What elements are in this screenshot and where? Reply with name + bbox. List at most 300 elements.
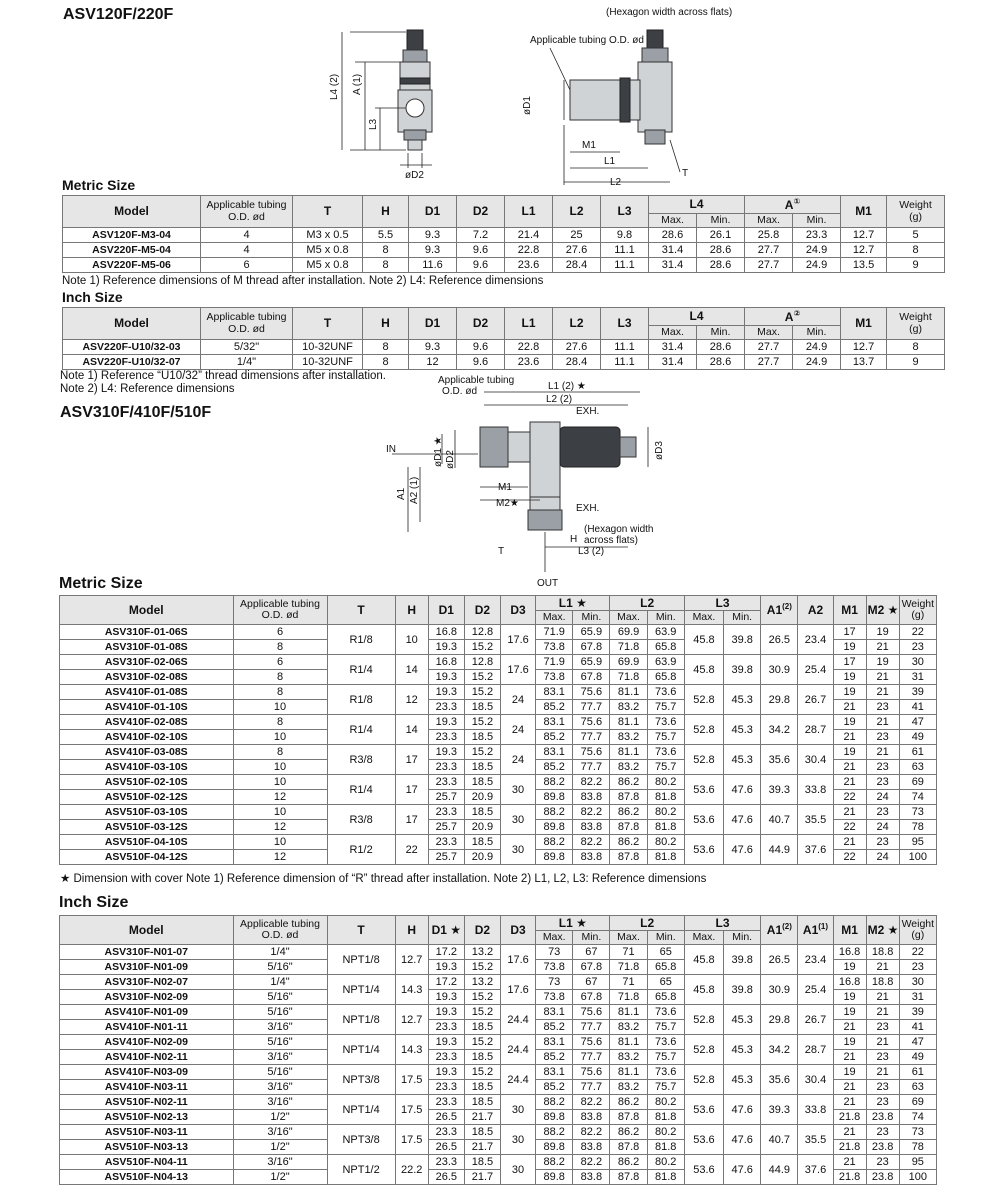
l3-min-cell: 39.8 (724, 975, 761, 1005)
col-a-max: Max. (745, 214, 793, 228)
table-cell: 23.6 (505, 355, 553, 370)
h-cell: 17 (395, 775, 428, 805)
weight-cell: 41 (899, 1020, 936, 1035)
table-cell: 24.9 (793, 340, 841, 355)
table-row (60, 625, 937, 640)
col-a2: A2 (798, 596, 833, 625)
dim-od1-label: øD1 ★ (433, 436, 444, 467)
l1-min-cell: 82.2 (573, 835, 610, 850)
table-cell: 28.6 (697, 243, 745, 258)
col-a: A② (745, 308, 841, 326)
tubing-cell: 5/16" (233, 1065, 327, 1080)
l1-min-cell: 67 (573, 975, 610, 990)
l3-max-cell: 53.6 (684, 1125, 723, 1155)
table-cell: 5.5 (363, 228, 409, 243)
d1-cell: 26.5 (428, 1110, 464, 1125)
thread-cell: NPT1/8 (327, 1005, 395, 1035)
table-cell: 5/32" (201, 340, 293, 355)
l2-max-cell: 69.9 (610, 625, 647, 640)
table-cell: 9.6 (457, 258, 505, 273)
d3-cell: 24 (501, 745, 536, 775)
a2-cell: 23.4 (798, 945, 833, 975)
a1-cell: 34.2 (761, 1035, 798, 1065)
l1-min-cell: 67.8 (573, 670, 610, 685)
a1-cell: 29.8 (761, 1005, 798, 1035)
l1-min-cell: 75.6 (573, 685, 610, 700)
l2-max-cell: 71 (610, 945, 647, 960)
table-row (60, 1125, 937, 1140)
table-cell: 28.6 (697, 355, 745, 370)
col-d1: D1 (428, 596, 464, 625)
l1-max-cell: 85.2 (536, 1050, 573, 1065)
a1-cell: 26.5 (761, 625, 798, 655)
m2-cell: 23 (866, 700, 899, 715)
model-cell: ASV410F-N03-11 (60, 1080, 234, 1095)
l2-max-cell: 83.2 (610, 1020, 647, 1035)
m1-cell: 21 (833, 760, 866, 775)
l3-min-cell: 47.6 (724, 1155, 761, 1185)
l2-min-cell: 75.7 (647, 700, 684, 715)
l2-min-cell: 63.9 (647, 655, 684, 670)
d1-cell: 19.3 (428, 1035, 464, 1050)
table-cell: 27.7 (745, 258, 793, 273)
l2-min-cell: 75.7 (647, 1050, 684, 1065)
col-t: T (293, 308, 363, 340)
col-weight: Weight (g) (899, 916, 936, 945)
h-cell: 14 (395, 715, 428, 745)
h-cell: 10 (395, 625, 428, 655)
d1-cell: 17.2 (428, 975, 464, 990)
weight-cell: 73 (899, 805, 936, 820)
table-cell: M3 x 0.5 (293, 228, 363, 243)
hex-label: (Hexagon width (584, 524, 654, 535)
table-cell: 12.7 (841, 340, 887, 355)
l2-min-cell: 80.2 (647, 1155, 684, 1170)
table-cell: 8 (363, 258, 409, 273)
tubing-cell: 10 (233, 835, 327, 850)
l1-max-cell: 85.2 (536, 760, 573, 775)
model-cell: ASV410F-01-10S (60, 700, 234, 715)
d2-cell: 20.9 (464, 850, 500, 865)
table-cell: 11.1 (601, 258, 649, 273)
m2-cell: 23 (866, 1050, 899, 1065)
l1-min-cell: 83.8 (573, 1140, 610, 1155)
l2-min-cell: 75.7 (647, 730, 684, 745)
weight-cell: 100 (899, 1170, 936, 1185)
exh-top-label: EXH. (576, 406, 600, 417)
d1-cell: 19.3 (428, 715, 464, 730)
l2-min-cell: 65.8 (647, 670, 684, 685)
l1-min-cell: 75.6 (573, 745, 610, 760)
l1-max-cell: 83.1 (536, 1065, 573, 1080)
m2-cell: 21 (866, 1035, 899, 1050)
m2-cell: 21 (866, 960, 899, 975)
a2-cell: 33.8 (798, 775, 833, 805)
l3-min-cell: 45.3 (724, 745, 761, 775)
weight-cell: 73 (899, 1125, 936, 1140)
thread-cell: R1/8 (327, 685, 395, 715)
asv310f-drawing (380, 372, 680, 590)
metric-note-2: ★ Dimension with cover Note 1) Reference dimension of “R” thread after installation. Note 2) L1, L2, L3: Reference dimensions (60, 873, 707, 885)
col-l1-min: Min. (573, 611, 610, 625)
metric-size-heading-1: Metric Size (62, 177, 136, 193)
model-cell: ASV510F-N04-11 (60, 1155, 234, 1170)
a2-cell: 26.7 (798, 1005, 833, 1035)
l2-max-cell: 71.8 (610, 960, 647, 975)
asv120f-front-drawing (320, 20, 460, 185)
d2-cell: 18.5 (464, 805, 500, 820)
tubing-cell: 1/2" (233, 1110, 327, 1125)
col-l3: L3 (684, 596, 760, 611)
weight-cell: 39 (899, 685, 936, 700)
table-cell: 27.6 (553, 243, 601, 258)
m1-cell: 19 (833, 1035, 866, 1050)
m2-cell: 21 (866, 640, 899, 655)
d1-cell: 23.3 (428, 1095, 464, 1110)
model-cell: ASV410F-02-08S (60, 715, 234, 730)
weight-cell: 49 (899, 730, 936, 745)
table-cell: 12.7 (841, 243, 887, 258)
col-l1-max: Max. (536, 931, 573, 945)
d1-cell: 17.2 (428, 945, 464, 960)
l1-max-cell: 88.2 (536, 805, 573, 820)
h-cell: 17 (395, 805, 428, 835)
col-l3-min: Min. (724, 611, 761, 625)
inch-note-1: Note 1) Reference “U10/32” thread dimensions after installation. (60, 370, 387, 382)
l2-max-cell: 83.2 (610, 760, 647, 775)
l2-min-cell: 73.6 (647, 1065, 684, 1080)
l3-min-cell: 45.3 (724, 685, 761, 715)
l2-min-cell: 73.6 (647, 1035, 684, 1050)
col-d2: D2 (457, 308, 505, 340)
tubing-cell: 3/16" (233, 1020, 327, 1035)
model-cell: ASV220F-M5-06 (63, 258, 201, 273)
table-cell: 13.7 (841, 355, 887, 370)
l2-min-cell: 81.8 (647, 1110, 684, 1125)
m1-cell: 19 (833, 745, 866, 760)
model-cell: ASV510F-N02-11 (60, 1095, 234, 1110)
l1-min-cell: 83.8 (573, 820, 610, 835)
table-cell: 22.8 (505, 243, 553, 258)
tubing-od-label: Applicable tubing O.D. ød (530, 35, 644, 46)
thread-cell: NPT3/8 (327, 1065, 395, 1095)
tubing-cell: 3/16" (233, 1155, 327, 1170)
tubing-cell: 1/4" (233, 945, 327, 960)
d1-cell: 26.5 (428, 1170, 464, 1185)
l1-max-cell: 83.1 (536, 745, 573, 760)
l1-max-cell: 88.2 (536, 775, 573, 790)
col-model: Model (63, 196, 201, 228)
l3-min-cell: 45.3 (724, 1035, 761, 1065)
d2-cell: 18.5 (464, 700, 500, 715)
col-h: H (395, 596, 428, 625)
d2-cell: 12.8 (464, 655, 500, 670)
l2-min-cell: 80.2 (647, 1095, 684, 1110)
model-cell: ASV510F-04-12S (60, 850, 234, 865)
col-l3-max: Max. (684, 931, 723, 945)
col-m1: M1 (833, 916, 866, 945)
table-cell: 9.8 (601, 228, 649, 243)
l2-max-cell: 81.1 (610, 1035, 647, 1050)
l2-max-cell: 83.2 (610, 1050, 647, 1065)
col-d2: D2 (464, 916, 500, 945)
m2-cell: 21 (866, 990, 899, 1005)
table-cell: 25 (553, 228, 601, 243)
table-cell: 11.1 (601, 243, 649, 258)
col-a: A① (745, 196, 841, 214)
m2-cell: 24 (866, 850, 899, 865)
m2-cell: 21 (866, 745, 899, 760)
dim-t-label: T (682, 168, 689, 179)
col-l3-min: Min. (724, 931, 761, 945)
m1-cell: 21 (833, 1080, 866, 1095)
metric-note-1: Note 1) Reference dimensions of M thread after installation. Note 2) L4: Reference dimensions (62, 275, 544, 287)
dim-od2-label: øD2 (405, 170, 424, 181)
m2-cell: 23 (866, 1020, 899, 1035)
table-row (63, 340, 945, 355)
table-cell: 1/4" (201, 355, 293, 370)
l1-min-cell: 83.8 (573, 850, 610, 865)
inch-size-heading-2: Inch Size (59, 894, 129, 911)
model-cell: ASV410F-03-10S (60, 760, 234, 775)
thread-cell: NPT3/8 (327, 1125, 395, 1155)
table-cell: 9 (887, 355, 945, 370)
m2-cell: 23.8 (866, 1140, 899, 1155)
table-cell: 8 (887, 243, 945, 258)
tubing-cell: 5/16" (233, 960, 327, 975)
weight-cell: 69 (899, 1095, 936, 1110)
l3-min-cell: 47.6 (724, 805, 761, 835)
tubing-cell: 10 (233, 700, 327, 715)
l1-min-cell: 65.9 (573, 655, 610, 670)
dim-m1-label: M1 (582, 140, 596, 151)
dim-l2-label: L2 (2) (546, 394, 573, 405)
m2-cell: 23.8 (866, 1110, 899, 1125)
table-cell: 27.7 (745, 243, 793, 258)
m1-cell: 21 (833, 1020, 866, 1035)
col-d1: D1 ★ (428, 916, 464, 945)
table-cell: 31.4 (649, 258, 697, 273)
d2-cell: 20.9 (464, 820, 500, 835)
m1-cell: 19 (833, 685, 866, 700)
m2-cell: 23 (866, 805, 899, 820)
thread-cell: NPT1/2 (327, 1155, 395, 1185)
weight-cell: 74 (899, 1110, 936, 1125)
weight-cell: 49 (899, 1050, 936, 1065)
dim-h-label: H (570, 534, 578, 545)
weight-cell: 30 (899, 655, 936, 670)
model-cell: ASV410F-01-08S (60, 685, 234, 700)
l1-max-cell: 88.2 (536, 835, 573, 850)
l1-min-cell: 67 (573, 945, 610, 960)
table-cell: 28.6 (649, 228, 697, 243)
col-l1: L1 ★ (536, 596, 610, 611)
asv120f-metric-table (62, 195, 945, 273)
model-cell: ASV410F-03-08S (60, 745, 234, 760)
m2-cell: 19 (866, 625, 899, 640)
section-title-asv120f: ASV120F/220F (63, 6, 174, 23)
tubing-cell: 5/16" (233, 990, 327, 1005)
dim-m2-label: M2★ (496, 498, 519, 509)
d2-cell: 21.7 (464, 1140, 500, 1155)
l1-max-cell: 71.9 (536, 625, 573, 640)
m2-cell: 23 (866, 760, 899, 775)
m1-cell: 16.8 (833, 945, 866, 960)
d2-cell: 18.5 (464, 835, 500, 850)
table-cell: M5 x 0.8 (293, 258, 363, 273)
col-a1: A1$^{(2)}$ (761, 916, 798, 945)
table-cell: 24.9 (793, 258, 841, 273)
col-tubing: Applicable tubing O.D. ød (201, 196, 293, 228)
a2-cell: 25.4 (798, 655, 833, 685)
table-cell: 28.6 (697, 340, 745, 355)
m1-cell: 16.8 (833, 975, 866, 990)
col-tubing: Applicable tubing O.D. ød (233, 916, 327, 945)
l1-min-cell: 67.8 (573, 960, 610, 975)
col-l4-min: Min. (697, 214, 745, 228)
tubing-cell: 12 (233, 790, 327, 805)
col-model: Model (60, 596, 234, 625)
l2-max-cell: 87.8 (610, 820, 647, 835)
col-l1: L1 ★ (536, 916, 610, 931)
m2-cell: 21 (866, 715, 899, 730)
dim-l3-label: L3 (2) (578, 546, 605, 557)
table-row (60, 1065, 937, 1080)
d2-cell: 18.5 (464, 1020, 500, 1035)
l1-min-cell: 82.2 (573, 775, 610, 790)
model-cell: ASV510F-04-10S (60, 835, 234, 850)
table-cell: 4 (201, 243, 293, 258)
h-cell: 12.7 (395, 945, 428, 975)
col-l1-min: Min. (573, 931, 610, 945)
tubing-cell: 10 (233, 730, 327, 745)
l1-min-cell: 75.6 (573, 715, 610, 730)
model-cell: ASV510F-N04-13 (60, 1170, 234, 1185)
l3-min-cell: 39.8 (724, 655, 761, 685)
m2-cell: 23 (866, 835, 899, 850)
m2-cell: 23.8 (866, 1170, 899, 1185)
d1-cell: 23.3 (428, 700, 464, 715)
tubing-cell: 8 (233, 745, 327, 760)
h-cell: 12.7 (395, 1005, 428, 1035)
table-row (60, 975, 937, 990)
d3-cell: 30 (501, 835, 536, 865)
d2-cell: 18.5 (464, 1125, 500, 1140)
d1-cell: 19.3 (428, 990, 464, 1005)
h-cell: 22.2 (395, 1155, 428, 1185)
d1-cell: 23.3 (428, 1125, 464, 1140)
table-cell: 22.8 (505, 340, 553, 355)
l1-min-cell: 67.8 (573, 990, 610, 1005)
d1-cell: 23.3 (428, 835, 464, 850)
l3-max-cell: 52.8 (684, 745, 723, 775)
d2-cell: 15.2 (464, 1065, 500, 1080)
m2-cell: 24 (866, 820, 899, 835)
a1-cell: 26.5 (761, 945, 798, 975)
d2-cell: 15.2 (464, 1035, 500, 1050)
tubing-cell: 5/16" (233, 1005, 327, 1020)
tubing-cell: 3/16" (233, 1050, 327, 1065)
d2-cell: 15.2 (464, 670, 500, 685)
col-tubing: Applicable tubing O.D. ød (233, 596, 327, 625)
l2-max-cell: 81.1 (610, 715, 647, 730)
m2-cell: 21 (866, 685, 899, 700)
a2-cell: 30.4 (798, 745, 833, 775)
m2-cell: 21 (866, 1005, 899, 1020)
d1-cell: 25.7 (428, 790, 464, 805)
col-l2: L2 (610, 916, 684, 931)
l2-max-cell: 71.8 (610, 670, 647, 685)
col-a1b: A1$^{(1)}$ (798, 916, 833, 945)
model-cell: ASV510F-02-12S (60, 790, 234, 805)
model-cell: ASV310F-N01-09 (60, 960, 234, 975)
m1-cell: 22 (833, 820, 866, 835)
model-cell: ASV510F-03-10S (60, 805, 234, 820)
table-cell: 28.4 (553, 355, 601, 370)
dim-l1-label: L1 (2) ★ (548, 381, 586, 392)
h-cell: 17.5 (395, 1125, 428, 1155)
weight-cell: 39 (899, 1005, 936, 1020)
l2-min-cell: 73.6 (647, 745, 684, 760)
table-row (60, 745, 937, 760)
l2-min-cell: 81.8 (647, 1140, 684, 1155)
d3-cell: 24 (501, 715, 536, 745)
tubing-cell: 1/4" (233, 975, 327, 990)
l2-max-cell: 87.8 (610, 790, 647, 805)
col-l1: L1 (505, 308, 553, 340)
l2-max-cell: 83.2 (610, 700, 647, 715)
model-cell: ASV310F-01-08S (60, 640, 234, 655)
a1-cell: 34.2 (761, 715, 798, 745)
d3-cell: 30 (501, 1095, 536, 1125)
table-cell: 9.3 (409, 243, 457, 258)
l1-max-cell: 88.2 (536, 1125, 573, 1140)
table-cell: 9.3 (409, 228, 457, 243)
table-row (60, 655, 937, 670)
a1-cell: 35.6 (761, 1065, 798, 1095)
model-cell: ASV120F-M3-04 (63, 228, 201, 243)
dim-od1-label: øD1 (522, 96, 533, 115)
asv310f-metric-table (59, 595, 937, 865)
d2-cell: 18.5 (464, 1155, 500, 1170)
thread-cell: NPT1/4 (327, 975, 395, 1005)
col-weight: Weight (g) (887, 196, 945, 228)
col-t: T (327, 916, 395, 945)
col-l3: L3 (601, 308, 649, 340)
m2-cell: 23 (866, 730, 899, 745)
l2-min-cell: 80.2 (647, 1125, 684, 1140)
m1-cell: 21 (833, 730, 866, 745)
a2-cell: 28.7 (798, 715, 833, 745)
l2-max-cell: 87.8 (610, 1140, 647, 1155)
l1-max-cell: 83.1 (536, 1005, 573, 1020)
table-row (60, 685, 937, 700)
a2-cell: 35.5 (798, 805, 833, 835)
l3-max-cell: 52.8 (684, 1035, 723, 1065)
l2-min-cell: 65 (647, 945, 684, 960)
l3-max-cell: 53.6 (684, 835, 723, 865)
thread-cell: R1/4 (327, 715, 395, 745)
table-cell: 27.7 (745, 355, 793, 370)
dim-l1-label: L1 (604, 156, 616, 167)
col-d3: D3 (501, 596, 536, 625)
d3-cell: 17.6 (501, 625, 536, 655)
l2-max-cell: 83.2 (610, 730, 647, 745)
model-cell: ASV510F-02-10S (60, 775, 234, 790)
section-title-asv310f: ASV310F/410F/510F (60, 404, 212, 421)
inch-size-heading-1: Inch Size (62, 289, 123, 305)
dim-a-label: A (1) (352, 73, 363, 95)
